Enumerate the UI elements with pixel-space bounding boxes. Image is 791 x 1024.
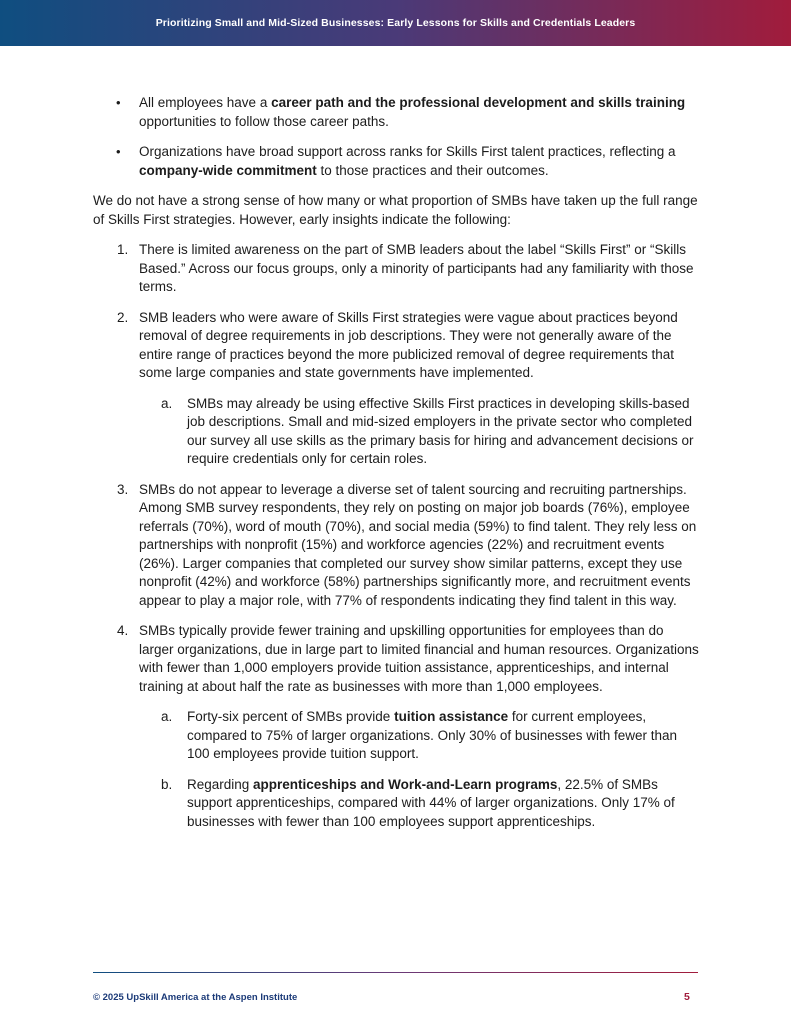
bullet-item: • Organizations have broad support across ranks for Skills First talent practices, reflecting a company-wide commitment to those practices and their outcomes.: [116, 144, 676, 178]
intro-paragraph: We do not have a strong sense of how many or what proportion of SMBs have taken up the full range of Skills First strategies. However, early insights indicate the following:: [93, 193, 698, 227]
page-header-banner: [0, 0, 791, 46]
sub-item-2a: a. SMBs may already be using effective Skills First practices in developing skills-based job descriptions. Small and mid-sized employers in the private sector who completed our survey all use skills as the primary basis for hiring and advancement decisions or require credentials only for certain roles.: [161, 395, 694, 466]
bullet-dot-icon: •: [116, 95, 121, 110]
bullet-list: [93, 94, 701, 180]
bullet-dot-icon: •: [116, 144, 121, 159]
numbered-list: [93, 241, 701, 831]
bullet-item: • All employees have a career path and the professional development and skills training opportunities to follow those career paths.: [116, 95, 686, 129]
sub-list: [139, 708, 701, 831]
list-item-2: 2. SMB leaders who were aware of Skills First strategies were vague about practices beyond removal of degree requirements in job descriptions. They were not generally aware of the entire range of practices beyond the more publicized removal of degree requirements that some large companies and state governments have implemented. a. SMBs may already be using effective Skills First practices in developing skills-based job descriptions. Small and mid-sized employers in the private sector who completed our survey all use skills as the primary basis for hiring and advancement decisions or require credentials only for certain roles.: [93, 309, 701, 469]
list-item-3: 3. SMBs do not appear to leverage a diverse set of talent sourcing and recruiting partnerships. Among SMB survey respondents, they rely on posting on major job boards (76%), employee referrals (70%), word of mouth (70%), and social media (59%) to find talent. They rely less on partnerships with nonprofit (15%) and workforce agencies (22%) and recruitment events (26%). Larger companies that completed our survey show similar patterns, except they use nonprofit (42%) and workforce (58%) partnerships significantly more, and recruitment events appear to play a major role, with 77% of respondents indicating they find talent in this way.: [117, 481, 697, 608]
footer-copyright: © 2025 UpSkill America at the Aspen Institute: [93, 992, 298, 1003]
page-number: 5: [684, 991, 690, 1003]
sub-list: [139, 395, 701, 469]
running-header-title: Prioritizing Small and Mid-Sized Businesses: Early Lessons for Skills and Credentials Leaders: [155, 17, 636, 29]
list-item-4: 4. SMBs typically provide fewer training and upskilling opportunities for employees than do larger organizations, due in large part to limited financial and human resources. Organizations with fewer than 1,000 employers provide tuition assistance, apprenticeships, and internal training at about half the rate as businesses with more than 1,000 employees. a. Forty-six percent of SMBs provide tuition assistance for current employees, compared to 75% of larger organizations. Only 30% of businesses with fewer than 100 employees provide tuition support. b. Regarding apprenticeships and Work-and-Learn programs, 22.5% of SMBs support apprenticeships, compared with 44% of larger organizations. Only 17% of businesses with fewer than 100 employees support apprenticeships.: [93, 622, 701, 831]
footer-divider: [93, 972, 698, 973]
list-item-1: 1. There is limited awareness on the part of SMB leaders about the label “Skills First” or “Skills Based.” Across our focus groups, only a minority of participants had any familiarity with those terms.: [117, 242, 694, 294]
sub-item-4a: a. Forty-six percent of SMBs provide tuition assistance for current employees, compared to 75% of larger organizations. Only 30% of businesses with fewer than 100 employees provide tuition support.: [161, 709, 678, 761]
page-content: [93, 94, 701, 843]
sub-item-4b: b. Regarding apprenticeships and Work-and-Learn programs, 22.5% of SMBs support apprenticeships, compared with 44% of larger organizations. Only 17% of businesses with fewer than 100 employees support apprenticeships.: [161, 776, 675, 829]
